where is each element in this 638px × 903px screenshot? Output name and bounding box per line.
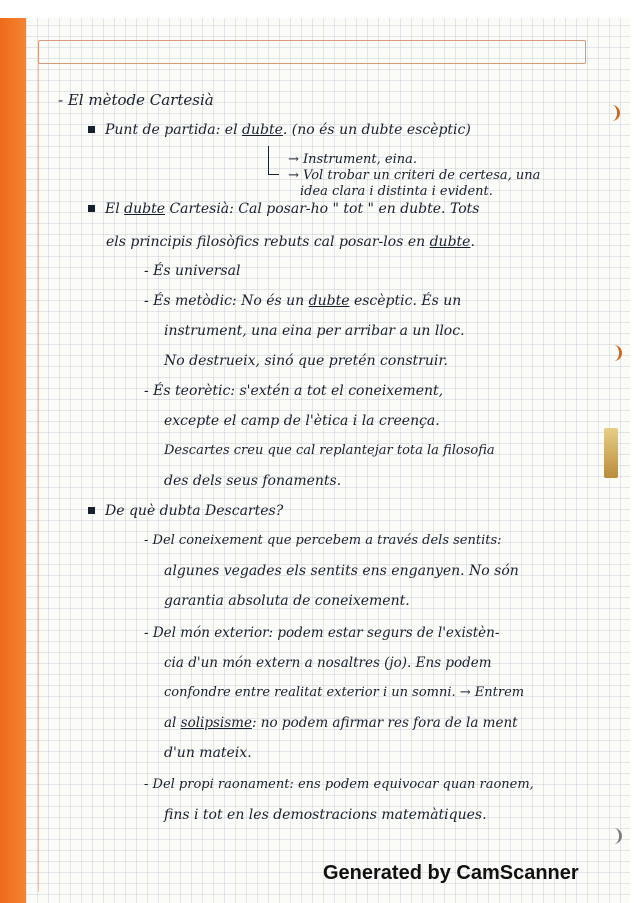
note-line: - És metòdic: No és un dubte escèptic. És un [144, 293, 462, 309]
sub-note-line: → Vol trobar un criteri de certesa, una [288, 168, 541, 183]
note-line: - És teorètic: s'extén a tot el coneixement, [144, 383, 444, 399]
punch-hole-mark-top [610, 105, 620, 121]
note-line: Descartes creu que cal replantejar tota la filosofia [164, 443, 495, 458]
note-text: Punt de partida: el dubte. (no és un dubte escèptic) [105, 122, 471, 138]
square-bullet-icon [88, 205, 95, 212]
punch-hole-mark-middle [612, 345, 622, 361]
sub-note-line: → Instrument, eina. [288, 152, 418, 167]
note-line: - Del món exterior: podem estar segurs de l'existèn- [144, 625, 500, 641]
underlined-term: dubte [429, 234, 471, 250]
note-text: El dubte Cartesià: Cal posar-ho " tot " en dubte. Tots [105, 201, 480, 217]
note-line: garantia absoluta de coneixement. [164, 593, 410, 609]
square-bullet-icon [88, 507, 95, 514]
square-bullet-icon [88, 126, 95, 133]
page-right-edge [630, 0, 638, 903]
note-line: algunes vegades els sentits ens enganyen. No són [164, 563, 519, 579]
margin-line [38, 62, 39, 892]
note-line: des dels seus fonaments. [164, 473, 342, 489]
note-line: - Del coneixement que percebem a través dels sentits: [144, 533, 502, 548]
section-heading: - El mètode Cartesià [58, 91, 214, 109]
note-line: fins i tot en les demostracions matemàtiques. [164, 807, 487, 823]
scanner-watermark: Generated by CamScanner [323, 862, 579, 884]
note-line [88, 502, 283, 520]
arrow-icon: → [288, 152, 304, 167]
binding-strip [0, 18, 26, 903]
punch-hole-mark-bottom [612, 828, 622, 844]
underlined-term: dubte [124, 201, 166, 217]
note-line: - Del propi raonament: ens podem equivocar quan raonem, [144, 777, 534, 792]
note-text: De què dubta Descartes? [105, 503, 284, 519]
sub-note-line: idea clara i distinta i evident. [300, 184, 493, 199]
note-line: confondre entre realitat exterior i un somni. → Entrem [164, 685, 525, 700]
note-line: No destrueix, sinó que pretén construir. [164, 353, 448, 369]
note-line: d'un mateix. [164, 745, 252, 761]
note-line: excepte el camp de l'ètica i la creença. [164, 413, 440, 429]
note-line: - És universal [144, 263, 241, 279]
bracket-arrow-icon [268, 146, 279, 175]
header-box [38, 40, 586, 64]
page-tab-marker [604, 428, 618, 478]
arrow-icon: → [288, 168, 304, 183]
underlined-term: solipsisme [180, 715, 252, 731]
note-line: instrument, una eina per arribar a un lloc. [164, 323, 465, 339]
note-line [88, 200, 479, 218]
note-line: cia d'un món extern a nosaltres (jo). Ens podem [164, 655, 492, 671]
underlined-term: dubte [242, 122, 283, 138]
note-line [88, 121, 471, 139]
underlined-term: dubte [308, 293, 350, 309]
note-line: els principis filosòfics rebuts cal posar-los en dubte. [106, 234, 475, 250]
page-top-edge [0, 0, 638, 18]
note-line: al solipsisme: no podem afirmar res fora de la ment [164, 715, 518, 731]
